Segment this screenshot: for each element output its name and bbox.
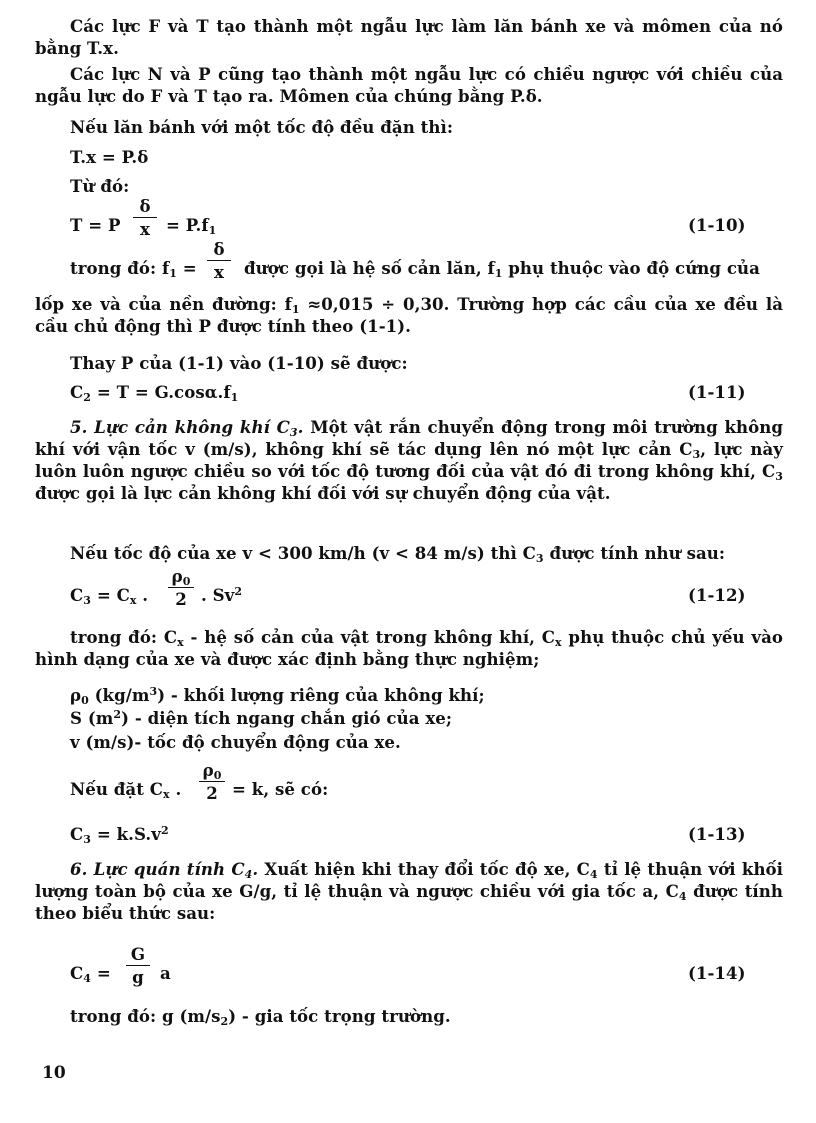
equation-1-11: $C_2 = T = G.\cos\alpha.f_1$ xyxy=(70,382,239,404)
set-k-lead: Nếu đặt $C_x$ . xyxy=(70,779,182,801)
equation-1-12-rhs: . Sv$^2$ xyxy=(201,585,243,605)
equation-number-1-12: (1-12) xyxy=(688,585,746,605)
equation-number-1-13: (1-13) xyxy=(688,824,746,844)
fraction-rho0-over-2: $\rho_0$ 2 xyxy=(168,566,194,609)
paragraph-couple-np: Các lực N và P cũng tạo thành một ngẫu lực có chiều ngược với chiều của ngẫu lực do F và T tạo ra. Mômen của chúng bằng P.δ. xyxy=(35,64,783,106)
section-6-heading: 6. Lực quán tính $C_4$. xyxy=(70,859,259,881)
equation-number-1-14: (1-14) xyxy=(688,963,746,983)
where-f1-lead: trong đó: $f_1$ = xyxy=(70,258,197,280)
definition-rho0: $\rho_0$ $(kg/m^3)$ - khối lượng riêng của không khí; xyxy=(70,685,485,707)
equation-1-12-lhs: $C_3 = C_x$ . xyxy=(70,585,149,607)
paragraph-couple-ft: Các lực F và T tạo thành một ngẫu lực làm lăn bánh xe và mômen của nó bằng T.x. xyxy=(35,16,783,58)
equation-number-1-11: (1-11) xyxy=(688,382,746,402)
paragraph-where-g: trong đó: g $(m/s_2)$ - gia tốc trọng trường. xyxy=(70,1006,451,1028)
paragraph-substitute: Thay P của (1-1) vào (1-10) sẽ được: xyxy=(70,353,408,373)
equation-1-14-lhs: $C_4$ = xyxy=(70,963,111,985)
section-5-heading: 5. Lực cản không khí $C_3$. xyxy=(70,417,304,439)
equation-tx: T.x = P.δ xyxy=(70,147,149,167)
section-5-paragraph: 5. Lực cản không khí $C_3$. Một vật rắn chuyển động trong môi trường không khí với vận tốc v (m/s), không khí sẽ tác dụng lên nó một lực cản $C_3$, lực này luôn luôn ngược chiều so với tốc độ tương đối của vật đó đi trong không khí, $C_3$ được gọi là lực cản không khí đối với sự chuyển động của vật. xyxy=(35,417,784,503)
definition-s: S $(m^2)$ - diện tích ngang chắn gió của xe; xyxy=(70,708,453,728)
paragraph-speed-condition: Nếu tốc độ của xe v < 300 km/h (v < 84 m/s) thì $C_3$ được tính như sau: xyxy=(70,543,726,565)
where-f1-text: được gọi là hệ số cản lăn, $f_1$ phụ thuộc vào độ cứng của xyxy=(244,258,760,280)
equation-1-13: $C_3 = k.S.v^2$ xyxy=(70,824,169,846)
equation-1-14-rhs: a xyxy=(160,963,171,983)
fraction-k-rho0-over-2: $\rho_0$ 2 xyxy=(199,760,225,803)
paragraph-uniform-roll: Nếu lăn bánh với một tốc độ đều đặn thì: xyxy=(70,117,453,137)
set-k-tail: = k, sẽ có: xyxy=(232,779,329,799)
equation-number-1-10: (1-10) xyxy=(688,215,746,235)
fraction-delta-over-x: δ x xyxy=(133,196,157,239)
label-tu-do: Từ đó: xyxy=(70,176,130,196)
page-number: 10 xyxy=(42,1063,66,1083)
equation-1-10-rhs: = $P.f_1$ xyxy=(166,215,217,237)
equation-1-10-lhs: T = P xyxy=(70,215,121,235)
paragraph-where-cx: trong đó: $C_x$ - hệ số cản của vật trong không khí, $C_x$ phụ thuộc chủ yếu vào hình dạng của xe và được xác định bằng thực nghiệm; xyxy=(35,627,784,669)
paragraph-f1-range: lốp xe và của nền đường: $f_1 \approx 0,015 \div 0,30$. Trường hợp các cầu của xe đều là cầu chủ động thì P được tính theo (1-1). xyxy=(35,294,783,336)
fraction-g-over-g: G g xyxy=(126,944,150,987)
definition-v: v (m/s)- tốc độ chuyển động của xe. xyxy=(70,732,401,752)
section-6-paragraph: 6. Lực quán tính $C_4$. Xuất hiện khi thay đổi tốc độ xe, $C_4$ tỉ lệ thuận với khối lượng toàn bộ của xe G/g, tỉ lệ thuận và ngược chiều với gia tốc a, $C_4$ được tính theo biểu thức sau: xyxy=(35,859,784,923)
fraction-f1-delta-over-x: δ x xyxy=(207,239,231,282)
